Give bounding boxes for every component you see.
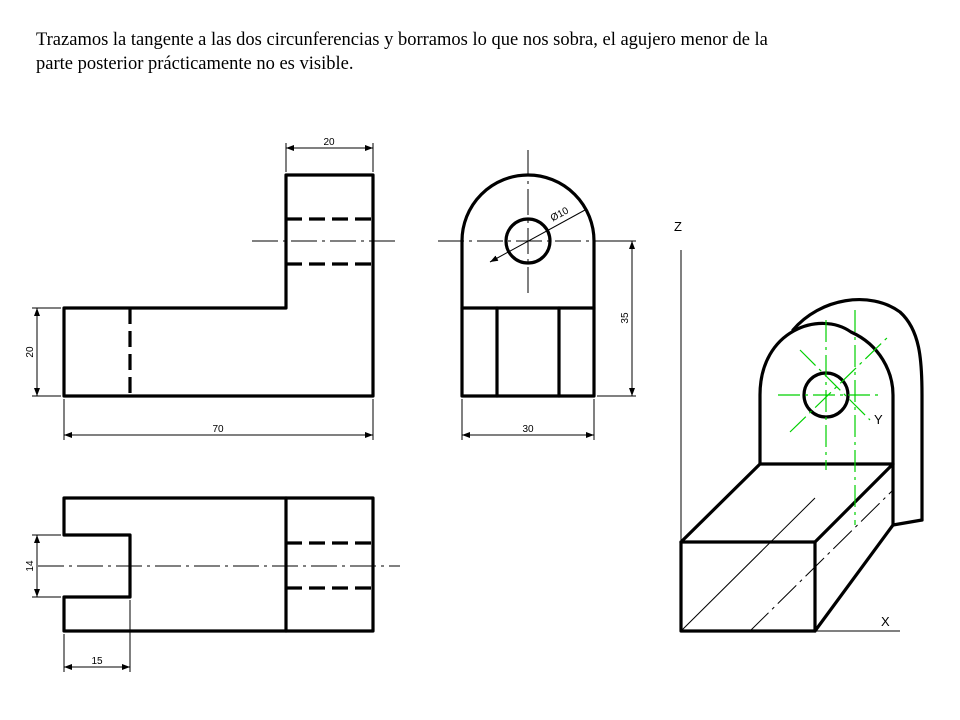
top-view <box>25 498 400 672</box>
dim-front-height-label: 20 <box>25 346 36 358</box>
dim-plan-slot-width-label: 14 <box>25 560 36 572</box>
dim-front-length <box>64 399 373 440</box>
dim-front-length-label: 70 <box>212 424 224 435</box>
x-axis-label: X <box>881 614 890 629</box>
top-outline <box>64 498 373 631</box>
hole-diameter-label: Ø10 <box>548 205 571 225</box>
dim-top-width <box>286 137 373 172</box>
dim-top-width-label: 20 <box>323 137 335 148</box>
y-axis-label: Y <box>874 412 883 427</box>
front-outline <box>64 175 373 396</box>
isometric-view <box>674 219 922 631</box>
dim-plan-slot-depth <box>64 600 130 672</box>
dim-side-width <box>462 399 594 440</box>
caption-line-1: Trazamos la tangente a las dos circunferencias y borramos lo que nos sobra, el agujero menor de la <box>36 30 768 50</box>
hole-leader <box>490 210 585 262</box>
iso-top-face <box>681 464 893 542</box>
dim-side-height <box>597 241 636 396</box>
side-view <box>438 150 636 440</box>
dim-side-height-label: 35 <box>620 312 631 324</box>
iso-right-face <box>815 464 893 631</box>
iso-upright-back <box>793 300 922 520</box>
front-view <box>25 137 400 440</box>
dim-side-width-label: 30 <box>522 424 534 435</box>
dim-front-height <box>25 308 61 396</box>
caption-line-2: parte posterior prácticamente no es visible. <box>36 54 354 74</box>
dim-plan-slot-depth-label: 15 <box>91 656 103 667</box>
z-axis-label: Z <box>674 219 682 234</box>
